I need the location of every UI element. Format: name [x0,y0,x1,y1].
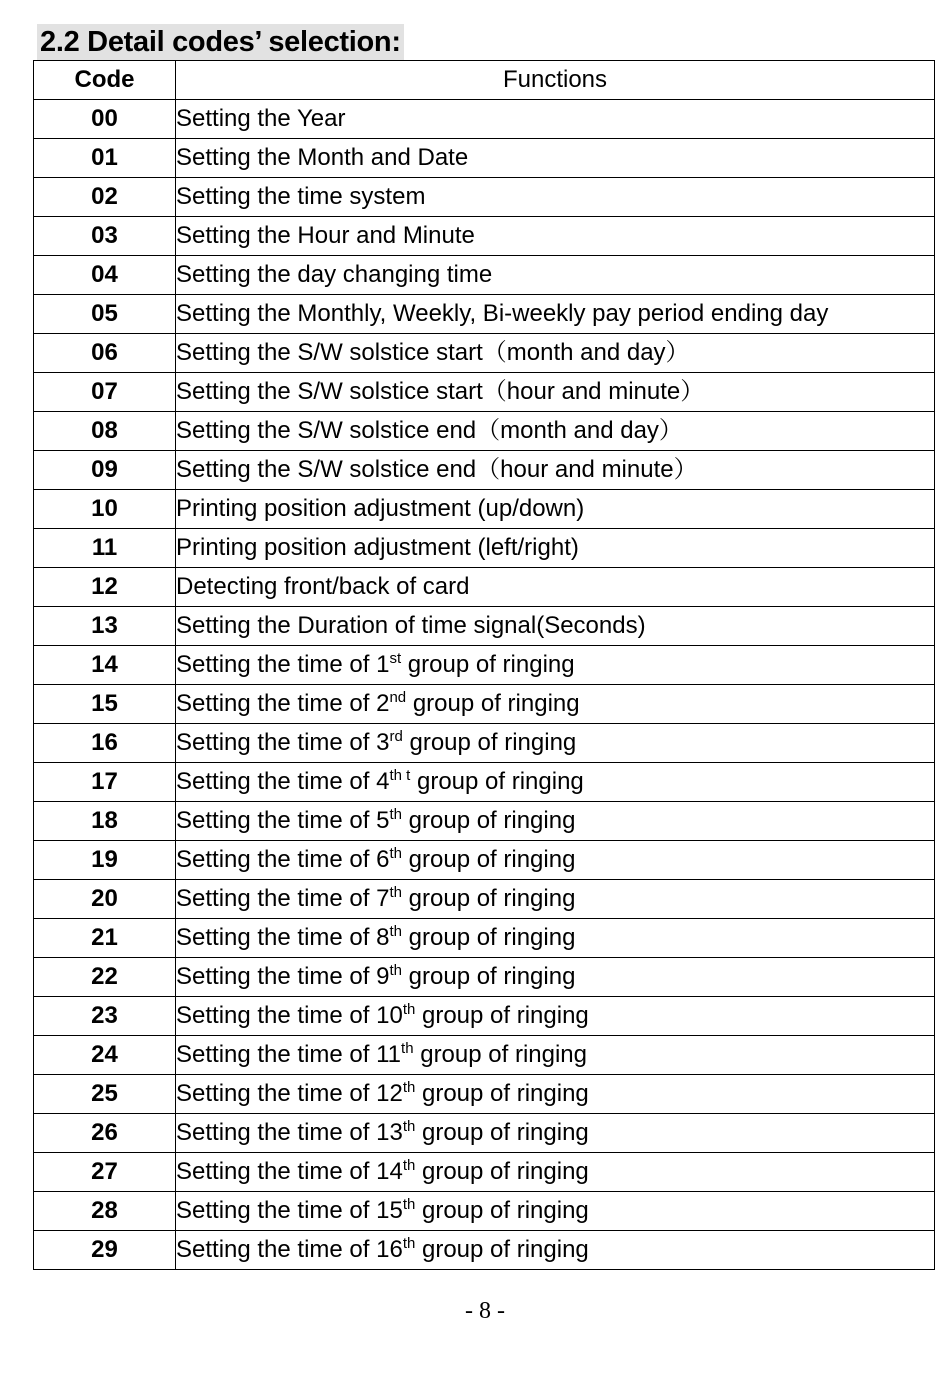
function-text: Setting the time of 2 [176,690,390,717]
function-text: Setting the time of 11 [176,1041,402,1068]
function-text-suffix: group of ringing [415,1197,589,1224]
code-cell: 02 [34,178,176,217]
table-row [34,373,935,412]
column-header-functions: Functions [176,61,935,100]
function-text: Setting the time of 10 [176,1002,403,1029]
ordinal-suffix: th [389,884,402,901]
table-body [34,100,935,1270]
table-row [34,178,935,217]
code-cell: 15 [34,685,176,724]
code-cell: 24 [34,1036,176,1075]
table-row [34,919,935,958]
ordinal-suffix: th [402,1235,416,1252]
function-text: Setting the time of 1 [176,651,390,678]
function-cell: Detecting front/back of card [176,568,935,607]
function-cell: Setting the Year [176,100,935,139]
function-text-suffix: group of ringing [402,729,577,756]
code-cell: 04 [34,256,176,295]
function-cell [176,724,935,763]
function-text-suffix: group of ringing [410,768,584,795]
ordinal-suffix: th [389,806,402,823]
code-cell: 22 [34,958,176,997]
table-row [34,997,935,1036]
table-row [34,568,935,607]
table-row [34,880,935,919]
function-cell: Setting the Monthly, Weekly, Bi-weekly pay period ending day [176,295,935,334]
page-number: - 8 - [465,1298,505,1324]
function-cell [176,1192,935,1231]
code-cell: 29 [34,1231,176,1270]
code-cell: 17 [34,763,176,802]
ordinal-suffix: st [389,650,402,667]
code-cell: 12 [34,568,176,607]
code-cell: 27 [34,1153,176,1192]
section-heading: 2.2 Detail codes’ selection: [37,24,404,60]
function-text: Setting the time of 16 [176,1236,403,1263]
function-text-suffix: group of ringing [401,651,575,678]
table-row [34,490,935,529]
function-cell [176,802,935,841]
function-text: Setting the time of 3 [176,729,390,756]
code-cell: 28 [34,1192,176,1231]
table-row [34,1153,935,1192]
ordinal-suffix: th [402,1001,416,1018]
table-row [34,1114,935,1153]
code-cell: 09 [34,451,176,490]
table-row [34,295,935,334]
code-cell: 26 [34,1114,176,1153]
function-text: Setting the time of 5 [176,807,390,834]
table-row [34,529,935,568]
ordinal-suffix: th [401,1040,414,1057]
table-row [34,607,935,646]
function-cell: Setting the S/W solstice start（month and day） [176,334,935,373]
function-text-suffix: group of ringing [413,1041,587,1068]
function-cell [176,763,935,802]
code-cell: 13 [34,607,176,646]
function-cell [176,646,935,685]
function-cell [176,997,935,1036]
detail-codes-table [33,60,935,1270]
table-header-row [34,61,935,100]
table-row [34,412,935,451]
code-cell: 18 [34,802,176,841]
code-cell: 14 [34,646,176,685]
function-text: Setting the time of 6 [176,846,390,873]
code-cell: 00 [34,100,176,139]
table-row [34,256,935,295]
table-row [34,139,935,178]
code-cell: 06 [34,334,176,373]
code-cell: 10 [34,490,176,529]
function-cell [176,1114,935,1153]
function-cell: Setting the day changing time [176,256,935,295]
function-text: Setting the time of 13 [176,1119,403,1146]
function-cell: Printing position adjustment (up/down) [176,490,935,529]
function-text-suffix: group of ringing [401,924,576,951]
function-cell: Setting the time system [176,178,935,217]
table-row [34,646,935,685]
function-cell [176,880,935,919]
function-cell: Setting the S/W solstice end（hour and minute） [176,451,935,490]
code-cell: 03 [34,217,176,256]
function-text: Setting the time of 12 [176,1080,403,1107]
table-row [34,451,935,490]
ordinal-suffix: th t [389,767,411,784]
code-cell: 23 [34,997,176,1036]
table-row [34,1075,935,1114]
ordinal-suffix: th [402,1079,416,1096]
function-text: Setting the time of 8 [176,924,390,951]
table-row [34,1231,935,1270]
function-text-suffix: group of ringing [401,846,576,873]
ordinal-suffix: nd [389,689,407,706]
ordinal-suffix: th [402,1118,416,1135]
function-text-suffix: group of ringing [401,885,576,912]
function-cell: Printing position adjustment (left/right) [176,529,935,568]
code-cell: 16 [34,724,176,763]
function-text: Setting the time of 14 [176,1158,403,1185]
code-cell: 21 [34,919,176,958]
ordinal-suffix: th [389,962,402,979]
function-cell [176,919,935,958]
ordinal-suffix: th [402,1157,416,1174]
ordinal-suffix: th [389,923,402,940]
function-text-suffix: group of ringing [415,1080,589,1107]
function-text: Setting the time of 15 [176,1197,403,1224]
table-row [34,334,935,373]
function-cell [176,1075,935,1114]
function-text: Setting the time of 7 [176,885,390,912]
function-cell [176,685,935,724]
code-cell: 25 [34,1075,176,1114]
table-row [34,802,935,841]
function-text-suffix: group of ringing [415,1236,589,1263]
column-header-code: Code [34,61,176,100]
table-row [34,1036,935,1075]
function-cell: Setting the Month and Date [176,139,935,178]
function-text: Setting the time of 9 [176,963,390,990]
function-cell: Setting the Hour and Minute [176,217,935,256]
function-cell [176,841,935,880]
code-cell: 05 [34,295,176,334]
function-text-suffix: group of ringing [415,1119,589,1146]
function-text-suffix: group of ringing [406,690,580,717]
code-cell: 11 [34,529,176,568]
code-cell: 19 [34,841,176,880]
function-cell [176,958,935,997]
ordinal-suffix: th [389,845,402,862]
code-cell: 01 [34,139,176,178]
function-text-suffix: group of ringing [401,807,576,834]
function-text-suffix: group of ringing [401,963,576,990]
function-cell: Setting the Duration of time signal(Seconds) [176,607,935,646]
function-cell [176,1153,935,1192]
table-row [34,217,935,256]
function-text: Setting the time of 4 [176,768,390,795]
function-text-suffix: group of ringing [415,1158,589,1185]
table-row [34,724,935,763]
table-row [34,1192,935,1231]
table-row [34,841,935,880]
ordinal-suffix: th [402,1196,416,1213]
function-cell: Setting the S/W solstice start（hour and minute） [176,373,935,412]
function-cell [176,1231,935,1270]
code-cell: 07 [34,373,176,412]
table-row [34,958,935,997]
table-row [34,685,935,724]
table-row [34,763,935,802]
function-cell: Setting the S/W solstice end（month and day） [176,412,935,451]
table-row [34,100,935,139]
code-cell: 08 [34,412,176,451]
function-cell [176,1036,935,1075]
code-cell: 20 [34,880,176,919]
ordinal-suffix: rd [389,728,403,745]
function-text-suffix: group of ringing [415,1002,589,1029]
